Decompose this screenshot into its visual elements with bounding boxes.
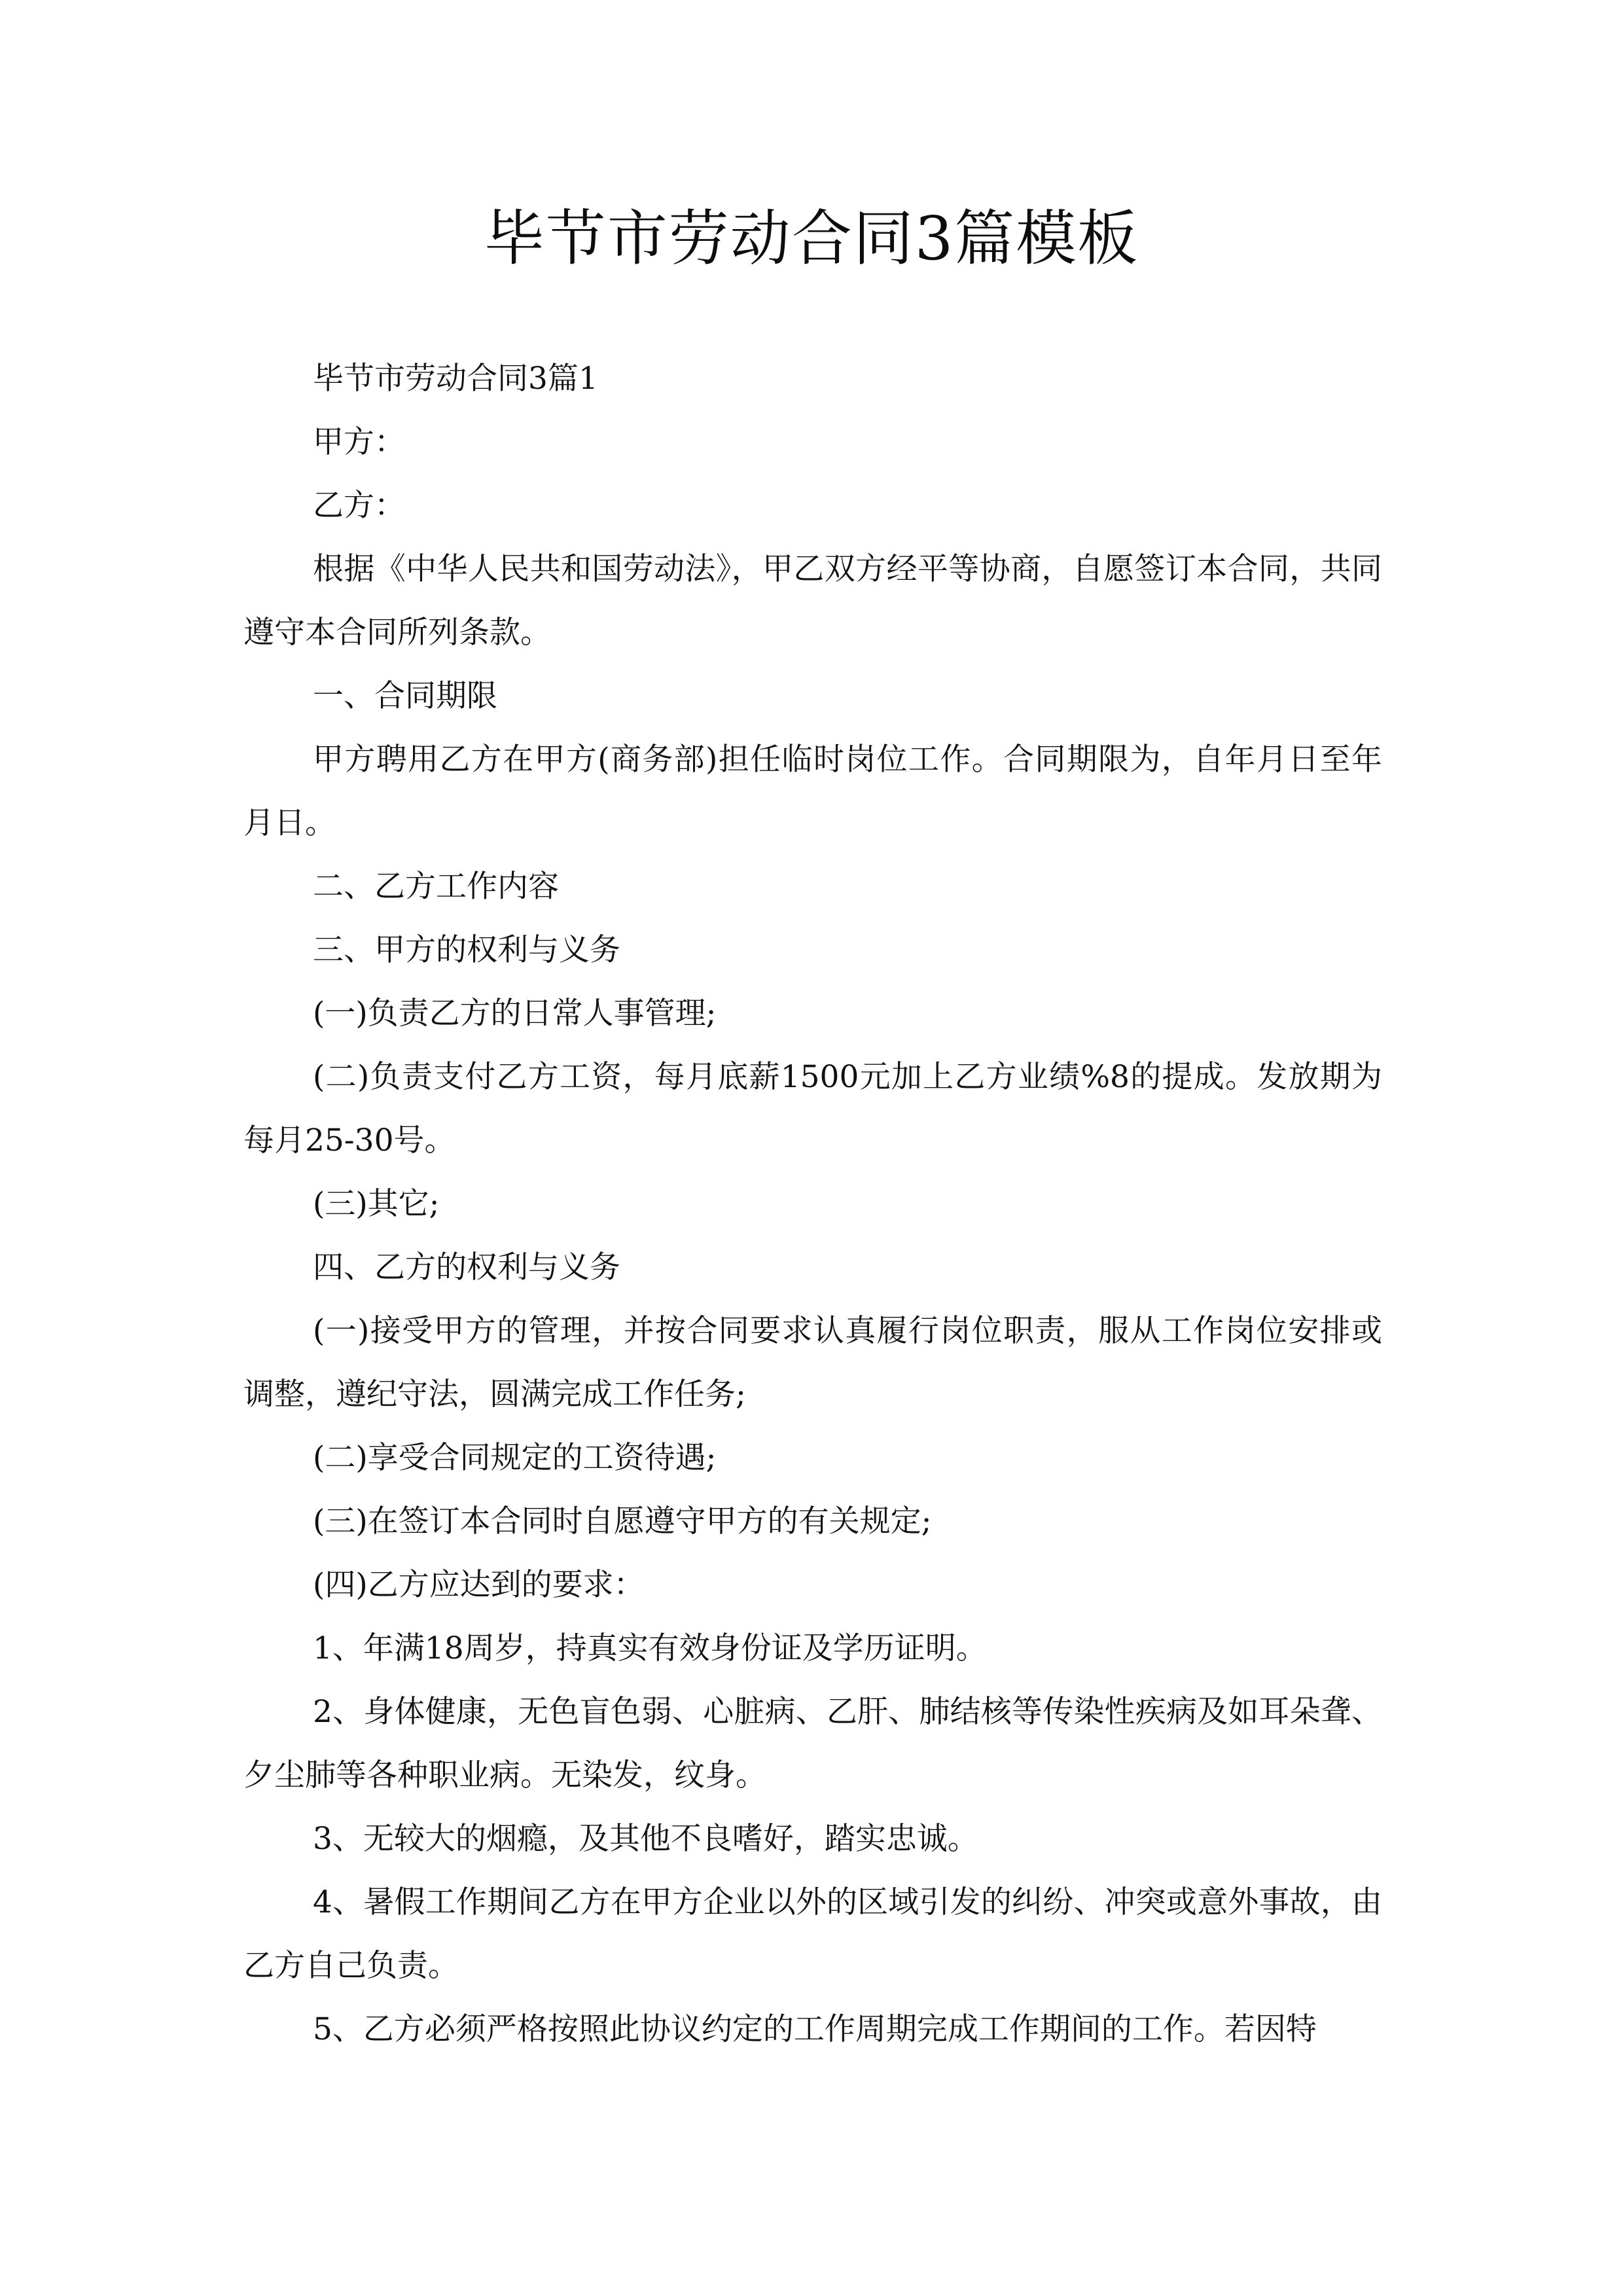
- paragraph-heading-term: 一、合同期限: [313, 678, 497, 714]
- paragraph-b-item-2: (二)享受合同规定的工资待遇;: [313, 1440, 717, 1476]
- paragraph-heading-party-b-rights: 四、乙方的权利与义务: [313, 1249, 620, 1285]
- paragraph-a-item-2: (二)负责支付乙方工资，每月底薪1500元加上乙方业绩%8的提成。发放期为每月25-30号。: [243, 1059, 1382, 1158]
- paragraph-b-item-4: (四)乙方应达到的要求：: [313, 1567, 645, 1603]
- paragraph-term-text: 甲方聘用乙方在甲方(商务部)担任临时岗位工作。合同期限为，自年月日至年月日。: [243, 742, 1382, 841]
- paragraph-section-heading: 毕节市劳动合同3篇1: [313, 361, 598, 397]
- paragraph-requirement-2: 2、身体健康，无色盲色弱、心脏病、乙肝、肺结核等传染性疾病及如耳朵聋、夕尘肺等各种职业病。无染发，纹身。: [243, 1694, 1382, 1793]
- paragraph-a-item-1: (一)负责乙方的日常人事管理;: [313, 996, 717, 1031]
- paragraph-a-item-3: (三)其它;: [313, 1186, 440, 1222]
- document-title: 毕节市劳动合同3篇模板: [484, 204, 1139, 274]
- paragraph-b-item-1: (一)接受甲方的管理，并按合同要求认真履行岗位职责，服从工作岗位安排或调整，遵纪守法，圆满完成工作任务;: [243, 1313, 1382, 1412]
- paragraph-heading-work-content: 二、乙方工作内容: [313, 869, 559, 905]
- paragraph-preamble: 根据《中华人民共和国劳动法》，甲乙双方经平等协商，自愿签订本合同，共同遵守本合同所列条款。: [243, 551, 1382, 651]
- paragraph-b-item-3: (三)在签订本合同时自愿遵守甲方的有关规定;: [313, 1503, 932, 1539]
- paragraph-party-b: 乙方：: [313, 488, 405, 524]
- paragraph-requirement-1: 1、年满18周岁，持真实有效身份证及学历证明。: [313, 1630, 987, 1666]
- paragraph-party-a: 甲方：: [313, 424, 405, 460]
- paragraph-requirement-3: 3、无较大的烟瘾，及其他不良嗜好，踏实忠诚。: [313, 1821, 978, 1857]
- paragraph-requirement-5: 5、乙方必须严格按照此协议约定的工作周期完成工作期间的工作。若因特: [313, 2011, 1317, 2047]
- paragraph-heading-party-a-rights: 三、甲方的权利与义务: [313, 932, 620, 968]
- paragraph-requirement-4: 4、暑假工作期间乙方在甲方企业以外的区域引发的纠纷、冲突或意外事故，由乙方自己负责。: [243, 1884, 1382, 1984]
- document-body: [243, 347, 1382, 2061]
